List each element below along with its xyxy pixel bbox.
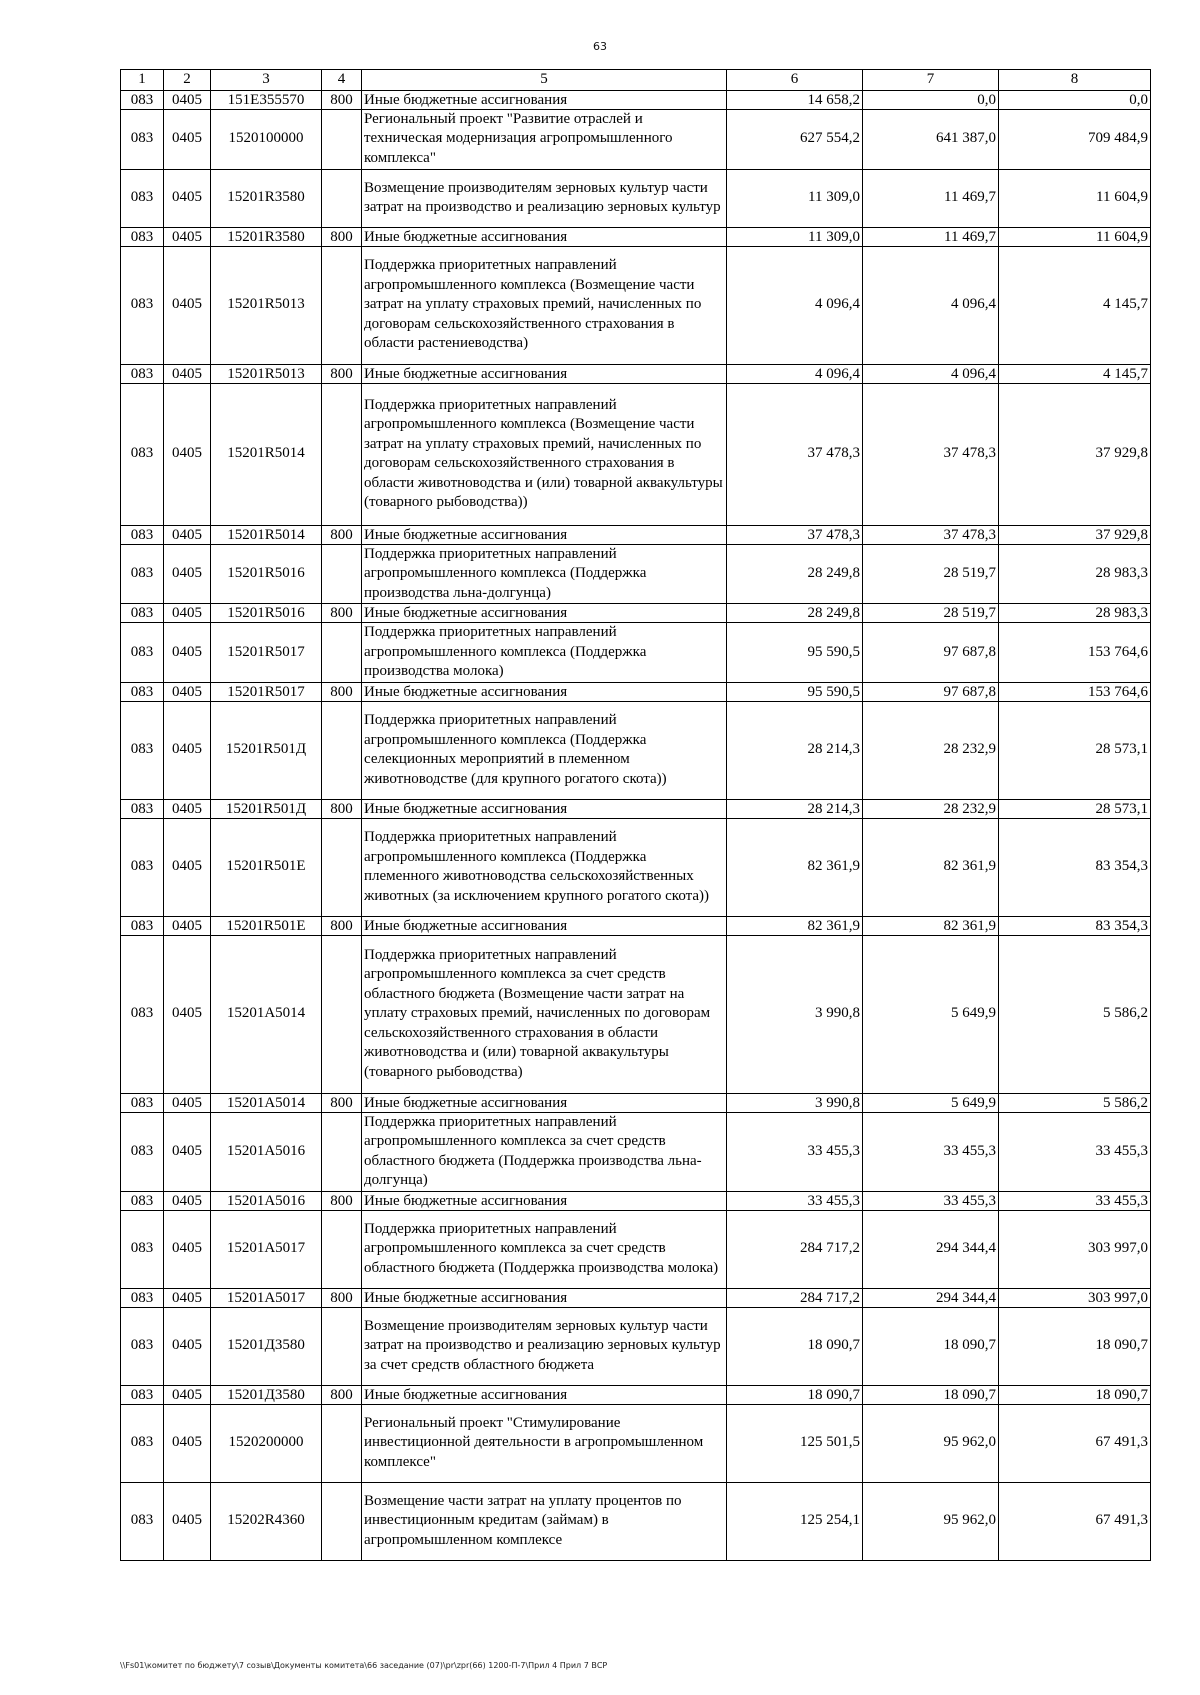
table-row <box>121 1210 1151 1288</box>
amount-year2-cell: 294 344,4 <box>863 1288 999 1307</box>
chapter-code-cell: 083 <box>121 682 164 701</box>
amount-year2-cell: 33 455,3 <box>863 1191 999 1210</box>
table-row <box>121 682 1151 701</box>
chapter-code-cell: 083 <box>121 383 164 525</box>
description-cell: Иные бюджетные ассигнования <box>362 604 727 623</box>
amount-year1-cell: 28 249,8 <box>727 604 863 623</box>
section-code-cell: 0405 <box>164 916 211 935</box>
expense-type-cell: 800 <box>322 604 362 623</box>
amount-year1-cell: 37 478,3 <box>727 383 863 525</box>
section-code-cell: 0405 <box>164 1093 211 1112</box>
column-header: 4 <box>322 70 362 91</box>
table-row <box>121 109 1151 169</box>
amount-year3-cell: 4 145,7 <box>999 246 1151 364</box>
expense-type-cell <box>322 1307 362 1385</box>
amount-year2-cell: 28 232,9 <box>863 701 999 799</box>
section-code-cell: 0405 <box>164 1385 211 1404</box>
description-cell: Региональный проект "Стимулирование инвестиционной деятельности в агропромышленном комплексе" <box>362 1404 727 1482</box>
table-row <box>121 1288 1151 1307</box>
section-code-cell: 0405 <box>164 682 211 701</box>
section-code-cell: 0405 <box>164 1191 211 1210</box>
amount-year1-cell: 95 590,5 <box>727 682 863 701</box>
amount-year2-cell: 18 090,7 <box>863 1385 999 1404</box>
expense-type-cell: 800 <box>322 1093 362 1112</box>
table-row <box>121 383 1151 525</box>
target-article-cell: 15201R5017 <box>211 623 322 683</box>
target-article-cell: 15201A5017 <box>211 1210 322 1288</box>
amount-year1-cell: 28 214,3 <box>727 701 863 799</box>
target-article-cell: 15201R5014 <box>211 525 322 544</box>
target-article-cell: 15201A5014 <box>211 935 322 1093</box>
section-code-cell: 0405 <box>164 169 211 227</box>
expense-type-cell <box>322 169 362 227</box>
target-article-cell: 15201R501Д <box>211 799 322 818</box>
amount-year3-cell: 153 764,6 <box>999 623 1151 683</box>
chapter-code-cell: 083 <box>121 246 164 364</box>
chapter-code-cell: 083 <box>121 544 164 604</box>
amount-year1-cell: 627 554,2 <box>727 109 863 169</box>
section-code-cell: 0405 <box>164 799 211 818</box>
amount-year1-cell: 4 096,4 <box>727 246 863 364</box>
description-cell: Поддержка приоритетных направлений агропромышленного комплекса (Поддержка селекционных мероприятий в племенном животноводстве (для крупного рогатого скота)) <box>362 701 727 799</box>
section-code-cell: 0405 <box>164 1112 211 1191</box>
amount-year3-cell: 11 604,9 <box>999 227 1151 246</box>
table-row <box>121 1191 1151 1210</box>
column-header: 1 <box>121 70 164 91</box>
column-header: 6 <box>727 70 863 91</box>
amount-year1-cell: 4 096,4 <box>727 364 863 383</box>
expense-type-cell: 800 <box>322 682 362 701</box>
table-row <box>121 525 1151 544</box>
column-header: 3 <box>211 70 322 91</box>
chapter-code-cell: 083 <box>121 701 164 799</box>
description-cell: Поддержка приоритетных направлений агропромышленного комплекса за счет средств областного бюджета (Поддержка производства льна-долгунца) <box>362 1112 727 1191</box>
expense-type-cell: 800 <box>322 1385 362 1404</box>
description-cell: Иные бюджетные ассигнования <box>362 1191 727 1210</box>
expense-type-cell <box>322 701 362 799</box>
amount-year3-cell: 28 573,1 <box>999 701 1151 799</box>
section-code-cell: 0405 <box>164 1482 211 1560</box>
section-code-cell: 0405 <box>164 935 211 1093</box>
target-article-cell: 15201R5017 <box>211 682 322 701</box>
expense-type-cell <box>322 383 362 525</box>
amount-year3-cell: 83 354,3 <box>999 916 1151 935</box>
section-code-cell: 0405 <box>164 1210 211 1288</box>
amount-year3-cell: 28 573,1 <box>999 799 1151 818</box>
amount-year1-cell: 28 249,8 <box>727 544 863 604</box>
section-code-cell: 0405 <box>164 364 211 383</box>
table-row <box>121 364 1151 383</box>
expense-type-cell <box>322 935 362 1093</box>
description-cell: Региональный проект "Развитие отраслей и техническая модернизация агропромышленного комплекса" <box>362 109 727 169</box>
description-cell: Возмещение части затрат на уплату процентов по инвестиционным кредитам (займам) в агропромышленном комплексе <box>362 1482 727 1560</box>
amount-year2-cell: 5 649,9 <box>863 935 999 1093</box>
description-cell: Возмещение производителям зерновых культур части затрат на производство и реализацию зерновых культур за счет средств областного бюджета <box>362 1307 727 1385</box>
amount-year1-cell: 33 455,3 <box>727 1112 863 1191</box>
chapter-code-cell: 083 <box>121 1482 164 1560</box>
amount-year1-cell: 3 990,8 <box>727 935 863 1093</box>
amount-year2-cell: 4 096,4 <box>863 246 999 364</box>
amount-year2-cell: 28 232,9 <box>863 799 999 818</box>
section-code-cell: 0405 <box>164 701 211 799</box>
table-row <box>121 916 1151 935</box>
amount-year2-cell: 95 962,0 <box>863 1404 999 1482</box>
chapter-code-cell: 083 <box>121 604 164 623</box>
amount-year3-cell: 33 455,3 <box>999 1191 1151 1210</box>
table-body <box>121 90 1151 1560</box>
chapter-code-cell: 083 <box>121 799 164 818</box>
amount-year3-cell: 67 491,3 <box>999 1482 1151 1560</box>
target-article-cell: 15202R4360 <box>211 1482 322 1560</box>
description-cell: Иные бюджетные ассигнования <box>362 1288 727 1307</box>
expense-type-cell <box>322 544 362 604</box>
amount-year3-cell: 4 145,7 <box>999 364 1151 383</box>
amount-year2-cell: 82 361,9 <box>863 916 999 935</box>
table-row <box>121 935 1151 1093</box>
file-path-footer: \\Fs01\комитет по бюджету\7 созыв\Документы комитета\66 заседание (07)\pr\zpr(66) 1200-П-7\Прил 4 Прил 7 ВСР <box>120 1661 608 1670</box>
chapter-code-cell: 083 <box>121 109 164 169</box>
amount-year2-cell: 28 519,7 <box>863 544 999 604</box>
table-row <box>121 227 1151 246</box>
description-cell: Поддержка приоритетных направлений агропромышленного комплекса (Возмещение части затрат на уплату страховых премий, начисленных по договорам сельскохозяйственного страхования в области животноводства и (или) товарной аквакультуры (товарного рыбоводства)) <box>362 383 727 525</box>
chapter-code-cell: 083 <box>121 1210 164 1288</box>
amount-year2-cell: 82 361,9 <box>863 818 999 916</box>
chapter-code-cell: 083 <box>121 90 164 109</box>
table-row <box>121 799 1151 818</box>
section-code-cell: 0405 <box>164 544 211 604</box>
amount-year1-cell: 284 717,2 <box>727 1210 863 1288</box>
amount-year1-cell: 11 309,0 <box>727 227 863 246</box>
expense-type-cell <box>322 818 362 916</box>
description-cell: Иные бюджетные ассигнования <box>362 525 727 544</box>
amount-year3-cell: 28 983,3 <box>999 604 1151 623</box>
section-code-cell: 0405 <box>164 90 211 109</box>
description-cell: Иные бюджетные ассигнования <box>362 1385 727 1404</box>
table-row <box>121 1404 1151 1482</box>
amount-year2-cell: 37 478,3 <box>863 525 999 544</box>
chapter-code-cell: 083 <box>121 1404 164 1482</box>
expense-type-cell: 800 <box>322 1288 362 1307</box>
table-row <box>121 1307 1151 1385</box>
amount-year3-cell: 67 491,3 <box>999 1404 1151 1482</box>
expense-type-cell: 800 <box>322 916 362 935</box>
section-code-cell: 0405 <box>164 818 211 916</box>
chapter-code-cell: 083 <box>121 818 164 916</box>
description-cell: Поддержка приоритетных направлений агропромышленного комплекса (Поддержка производства молока) <box>362 623 727 683</box>
chapter-code-cell: 083 <box>121 525 164 544</box>
chapter-code-cell: 083 <box>121 916 164 935</box>
table-row <box>121 1093 1151 1112</box>
expense-type-cell: 800 <box>322 525 362 544</box>
target-article-cell: 15201A5014 <box>211 1093 322 1112</box>
amount-year3-cell: 28 983,3 <box>999 544 1151 604</box>
amount-year3-cell: 709 484,9 <box>999 109 1151 169</box>
section-code-cell: 0405 <box>164 246 211 364</box>
amount-year1-cell: 284 717,2 <box>727 1288 863 1307</box>
section-code-cell: 0405 <box>164 525 211 544</box>
chapter-code-cell: 083 <box>121 1191 164 1210</box>
amount-year2-cell: 18 090,7 <box>863 1307 999 1385</box>
target-article-cell: 15201A5016 <box>211 1191 322 1210</box>
chapter-code-cell: 083 <box>121 1112 164 1191</box>
expense-type-cell <box>322 1112 362 1191</box>
expense-type-cell <box>322 1404 362 1482</box>
amount-year2-cell: 28 519,7 <box>863 604 999 623</box>
amount-year3-cell: 5 586,2 <box>999 1093 1151 1112</box>
description-cell: Иные бюджетные ассигнования <box>362 916 727 935</box>
amount-year3-cell: 303 997,0 <box>999 1288 1151 1307</box>
table-row <box>121 246 1151 364</box>
amount-year2-cell: 5 649,9 <box>863 1093 999 1112</box>
amount-year2-cell: 4 096,4 <box>863 364 999 383</box>
table-row <box>121 1385 1151 1404</box>
table-row <box>121 544 1151 604</box>
amount-year3-cell: 0,0 <box>999 90 1151 109</box>
chapter-code-cell: 083 <box>121 1307 164 1385</box>
amount-year3-cell: 18 090,7 <box>999 1385 1151 1404</box>
amount-year1-cell: 82 361,9 <box>727 818 863 916</box>
amount-year1-cell: 18 090,7 <box>727 1307 863 1385</box>
expense-type-cell <box>322 1210 362 1288</box>
amount-year2-cell: 11 469,7 <box>863 227 999 246</box>
amount-year3-cell: 37 929,8 <box>999 525 1151 544</box>
amount-year1-cell: 95 590,5 <box>727 623 863 683</box>
section-code-cell: 0405 <box>164 604 211 623</box>
amount-year3-cell: 18 090,7 <box>999 1307 1151 1385</box>
expense-type-cell <box>322 109 362 169</box>
target-article-cell: 1520100000 <box>211 109 322 169</box>
target-article-cell: 151E355570 <box>211 90 322 109</box>
expense-type-cell <box>322 623 362 683</box>
chapter-code-cell: 083 <box>121 1288 164 1307</box>
amount-year2-cell: 0,0 <box>863 90 999 109</box>
expense-type-cell: 800 <box>322 227 362 246</box>
amount-year1-cell: 11 309,0 <box>727 169 863 227</box>
amount-year1-cell: 82 361,9 <box>727 916 863 935</box>
section-code-cell: 0405 <box>164 109 211 169</box>
target-article-cell: 15201Д3580 <box>211 1307 322 1385</box>
table-row <box>121 169 1151 227</box>
description-cell: Иные бюджетные ассигнования <box>362 682 727 701</box>
chapter-code-cell: 083 <box>121 364 164 383</box>
amount-year1-cell: 28 214,3 <box>727 799 863 818</box>
amount-year3-cell: 83 354,3 <box>999 818 1151 916</box>
amount-year1-cell: 125 254,1 <box>727 1482 863 1560</box>
section-code-cell: 0405 <box>164 1307 211 1385</box>
description-cell: Иные бюджетные ассигнования <box>362 364 727 383</box>
amount-year3-cell: 5 586,2 <box>999 935 1151 1093</box>
chapter-code-cell: 083 <box>121 169 164 227</box>
section-code-cell: 0405 <box>164 1404 211 1482</box>
target-article-cell: 15201R3580 <box>211 227 322 246</box>
description-cell: Поддержка приоритетных направлений агропромышленного комплекса (Возмещение части затрат на уплату страховых премий, начисленных по договорам сельскохозяйственного страхования в области растениеводства) <box>362 246 727 364</box>
chapter-code-cell: 083 <box>121 935 164 1093</box>
amount-year1-cell: 37 478,3 <box>727 525 863 544</box>
column-header: 2 <box>164 70 211 91</box>
target-article-cell: 15201R501E <box>211 916 322 935</box>
description-cell: Иные бюджетные ассигнования <box>362 1093 727 1112</box>
section-code-cell: 0405 <box>164 227 211 246</box>
amount-year2-cell: 97 687,8 <box>863 623 999 683</box>
table-row <box>121 701 1151 799</box>
expense-type-cell <box>322 246 362 364</box>
amount-year3-cell: 303 997,0 <box>999 1210 1151 1288</box>
amount-year1-cell: 33 455,3 <box>727 1191 863 1210</box>
table-row <box>121 818 1151 916</box>
target-article-cell: 15201A5017 <box>211 1288 322 1307</box>
target-article-cell: 15201A5016 <box>211 1112 322 1191</box>
page-number: 63 <box>593 40 607 53</box>
description-cell: Возмещение производителям зерновых культур части затрат на производство и реализацию зерновых культур <box>362 169 727 227</box>
expense-type-cell <box>322 1482 362 1560</box>
target-article-cell: 15201R5013 <box>211 246 322 364</box>
target-article-cell: 15201R3580 <box>211 169 322 227</box>
table-row <box>121 623 1151 683</box>
amount-year2-cell: 641 387,0 <box>863 109 999 169</box>
chapter-code-cell: 083 <box>121 1385 164 1404</box>
table-row <box>121 90 1151 109</box>
description-cell: Поддержка приоритетных направлений агропромышленного комплекса (Поддержка племенного животноводства сельскохозяйственных животных (за исключением крупного рогатого скота)) <box>362 818 727 916</box>
amount-year1-cell: 3 990,8 <box>727 1093 863 1112</box>
amount-year3-cell: 33 455,3 <box>999 1112 1151 1191</box>
section-code-cell: 0405 <box>164 1288 211 1307</box>
amount-year2-cell: 95 962,0 <box>863 1482 999 1560</box>
expense-type-cell: 800 <box>322 799 362 818</box>
section-code-cell: 0405 <box>164 383 211 525</box>
description-cell: Поддержка приоритетных направлений агропромышленного комплекса (Поддержка производства льна-долгунца) <box>362 544 727 604</box>
target-article-cell: 15201R5014 <box>211 383 322 525</box>
column-header: 7 <box>863 70 999 91</box>
column-header: 8 <box>999 70 1151 91</box>
table-header-row <box>121 70 1151 91</box>
target-article-cell: 15201R5013 <box>211 364 322 383</box>
chapter-code-cell: 083 <box>121 227 164 246</box>
target-article-cell: 15201R501Д <box>211 701 322 799</box>
amount-year1-cell: 125 501,5 <box>727 1404 863 1482</box>
chapter-code-cell: 083 <box>121 1093 164 1112</box>
description-cell: Иные бюджетные ассигнования <box>362 799 727 818</box>
budget-table <box>120 69 1151 1561</box>
amount-year1-cell: 18 090,7 <box>727 1385 863 1404</box>
target-article-cell: 15201R5016 <box>211 604 322 623</box>
column-header: 5 <box>362 70 727 91</box>
amount-year2-cell: 37 478,3 <box>863 383 999 525</box>
expense-type-cell: 800 <box>322 364 362 383</box>
target-article-cell: 1520200000 <box>211 1404 322 1482</box>
amount-year2-cell: 294 344,4 <box>863 1210 999 1288</box>
target-article-cell: 15201R501E <box>211 818 322 916</box>
amount-year1-cell: 14 658,2 <box>727 90 863 109</box>
target-article-cell: 15201R5016 <box>211 544 322 604</box>
table-row <box>121 1112 1151 1191</box>
description-cell: Иные бюджетные ассигнования <box>362 227 727 246</box>
description-cell: Поддержка приоритетных направлений агропромышленного комплекса за счет средств областного бюджета (Поддержка производства молока) <box>362 1210 727 1288</box>
section-code-cell: 0405 <box>164 623 211 683</box>
description-cell: Поддержка приоритетных направлений агропромышленного комплекса за счет средств областного бюджета (Возмещение части затрат на уплату страховых премий, начисленных по договорам сельскохозяйственного страхования в области животноводства и (или) товарной аквакультуры (товарного рыбоводства) <box>362 935 727 1093</box>
target-article-cell: 15201Д3580 <box>211 1385 322 1404</box>
table-row <box>121 1482 1151 1560</box>
amount-year2-cell: 33 455,3 <box>863 1112 999 1191</box>
amount-year3-cell: 37 929,8 <box>999 383 1151 525</box>
description-cell: Иные бюджетные ассигнования <box>362 90 727 109</box>
amount-year3-cell: 11 604,9 <box>999 169 1151 227</box>
expense-type-cell: 800 <box>322 1191 362 1210</box>
amount-year2-cell: 97 687,8 <box>863 682 999 701</box>
chapter-code-cell: 083 <box>121 623 164 683</box>
expense-type-cell: 800 <box>322 90 362 109</box>
amount-year3-cell: 153 764,6 <box>999 682 1151 701</box>
table-row <box>121 604 1151 623</box>
amount-year2-cell: 11 469,7 <box>863 169 999 227</box>
